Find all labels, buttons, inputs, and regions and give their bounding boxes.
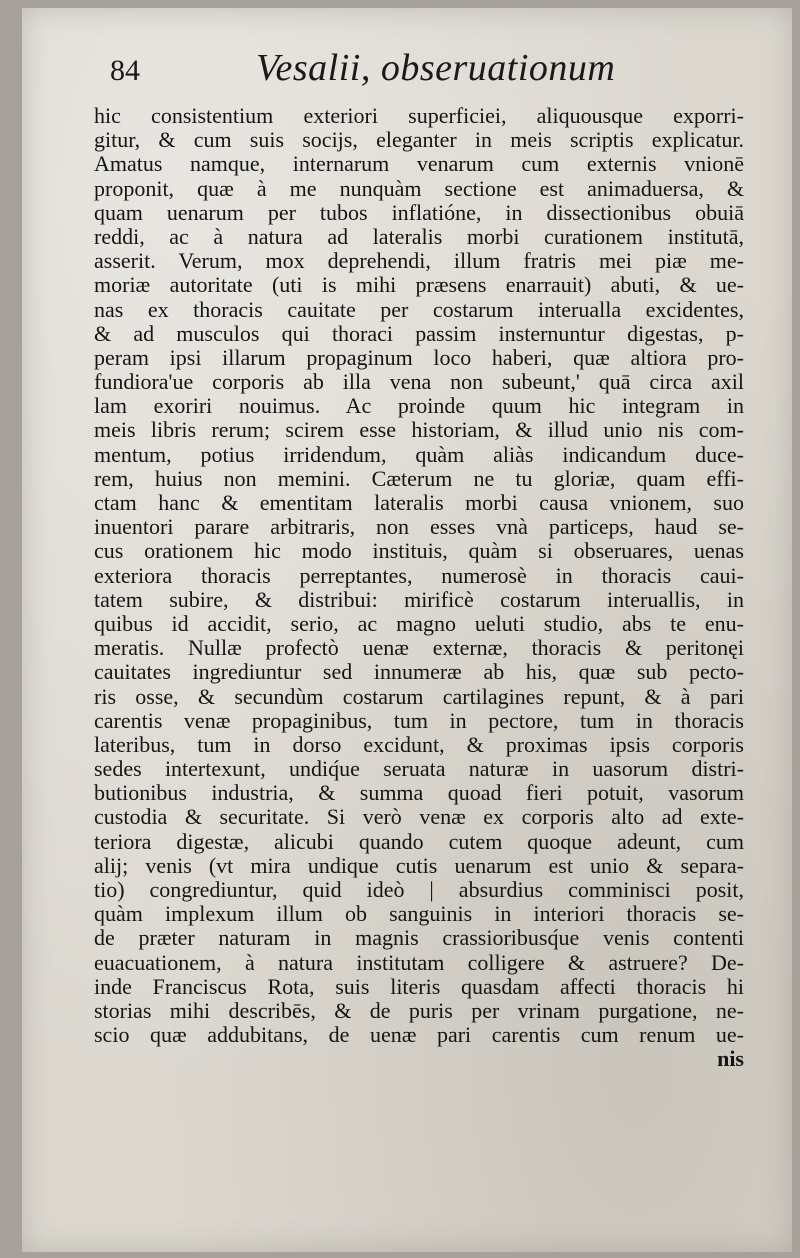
text-line: de præter naturam in magnis crassioribusq́ue venis contenti <box>94 926 744 951</box>
text-line: tio) congrediuntur, quid ideò | absurdius comminisci posit, <box>94 878 744 902</box>
text-line: cus orationem hic modo instituis, quàm si obseruares, uenas <box>94 539 744 564</box>
book-page <box>22 8 792 1252</box>
text-line: euacuationem, à natura institutam colligere & astruere? De- <box>94 950 744 975</box>
text-line: quibus id accidit, serio, ac magno ueluti studio, abs te enu- <box>94 611 744 636</box>
text-line: asserit. Verum, mox deprehendi, illum fratris mei piæ me- <box>94 249 744 274</box>
text-line: meis libris rerum; scirem esse historiam, & illud unio nis com- <box>94 418 744 443</box>
text-line: carentis venæ propaginibus, tum in pectore, tum in thoracis <box>94 708 744 733</box>
running-head: Vesalii, obseruationum <box>256 47 616 89</box>
text-line: reddi, ac à natura ad lateralis morbi curationem institutā, <box>94 224 744 249</box>
body-text <box>94 104 744 1072</box>
text-line: meratis. Nullæ profectò uenæ externæ, thoracis & peritonęi <box>94 636 744 661</box>
text-line: fundiora'ue corporis ab illa vena non subeunt,' quā circa axil <box>94 370 744 395</box>
text-line: nas ex thoracis cauitate per costarum interualla excidentes, <box>94 297 744 322</box>
text-line: lam exoriri nouimus. Ac proinde quum hic integram in <box>94 394 744 419</box>
text-line: Amatus namque, internarum venarum cum externis vnionē <box>94 152 744 177</box>
text-line: & ad musculos qui thoraci passim insternuntur digestas, p- <box>94 321 744 346</box>
text-line: scio quæ addubitans, de uenæ pari carentis cum renum ue- <box>94 1023 744 1048</box>
text-line: peram ipsi illarum propaginum loco haberi, quæ altiora pro- <box>94 345 744 370</box>
text-line: ctam hanc & ementitam lateralis morbi causa vnionem, suo <box>94 491 744 515</box>
text-line: teriora digestæ, alicubi quando cutem quoque adeunt, cum <box>94 829 744 854</box>
text-line: inde Franciscus Rota, suis literis quasdam affecti thoracis hi <box>94 974 744 999</box>
text-line: moriæ autoritate (uti is mihi præsens enarrauit) abuti, & ue- <box>94 273 744 298</box>
text-line: lateribus, tum in dorso excidunt, & proximas ipsis corporis <box>94 732 744 757</box>
page-number: 84 <box>110 54 140 87</box>
text-line: storias mihi describēs, & de puris per vrinam purgatione, ne- <box>94 998 744 1023</box>
text-line: quam uenarum per tubos inflatióne, in dissectionibus obuiā <box>94 200 744 225</box>
text-line: gitur, & cum suis socijs, eleganter in meis scriptis explicatur. <box>94 128 744 153</box>
catchword: nis <box>717 1047 744 1072</box>
text-line: butionibus industria, & summa quoad fieri potuit, vasorum <box>94 781 744 806</box>
text-line: custodia & securitate. Si verò venæ ex corporis alto ad exte- <box>94 805 744 830</box>
text-line: exteriora thoracis perreptantes, numerosè in thoracis caui- <box>94 563 744 588</box>
text-line: alij; venis (vt mira undique cutis uenarum est unio & separa- <box>94 853 744 878</box>
text-line: hic consistentium exteriori superficiei, aliquousque exporri- <box>94 104 744 128</box>
text-line: quàm implexum illum ob sanguinis in interiori thoracis se- <box>94 902 744 927</box>
text-line: sedes intertexunt, undiq́ue seruata naturæ in uasorum distri- <box>94 757 744 782</box>
text-line: cauitates ingrediuntur sed innumeræ ab his, quæ sub pecto- <box>94 660 744 685</box>
text-line: inuentori parare arbitraris, non esses vnà particeps, haud se- <box>94 515 744 540</box>
page-header <box>110 44 740 94</box>
text-line: tatem subire, & distribui: mirificè costarum interuallis, in <box>94 587 744 612</box>
text-line: proponit, quæ à me nunquàm sectione est animaduersa, & <box>94 176 744 201</box>
text-line: rem, huius non memini. Cæterum ne tu gloriæ, quam effi- <box>94 466 744 491</box>
text-line: mentum, potius irridendum, quàm aliàs indicandum duce- <box>94 442 744 467</box>
text-line: ris osse, & secundùm costarum cartilagines repunt, & à pari <box>94 684 744 709</box>
